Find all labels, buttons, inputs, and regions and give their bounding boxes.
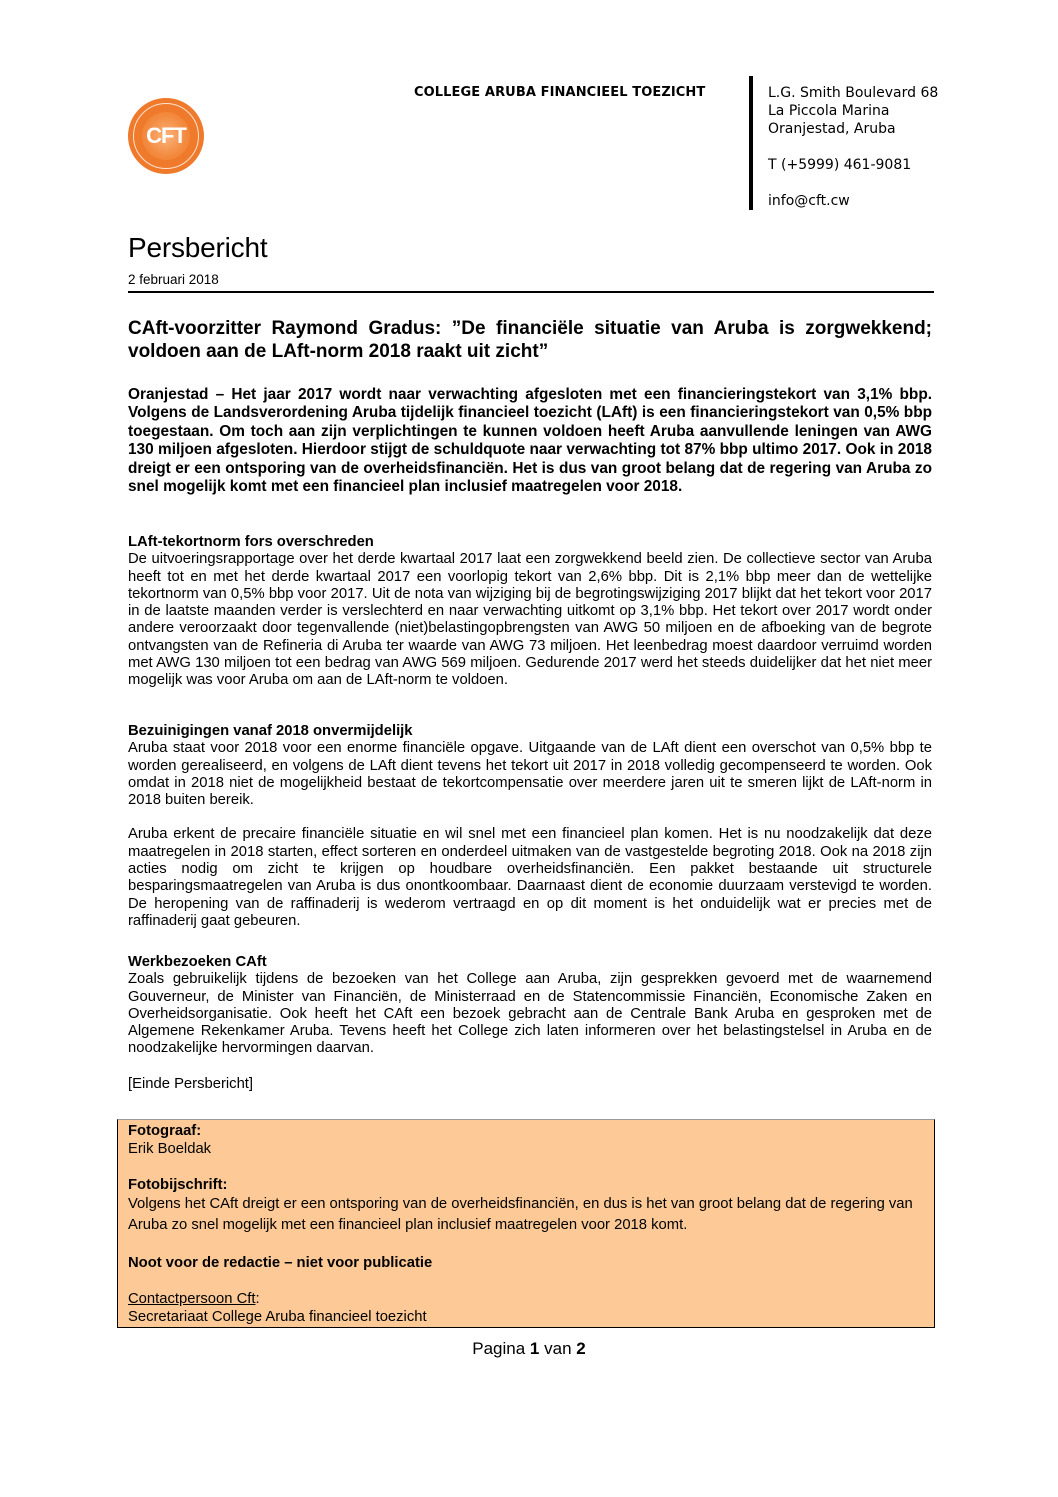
page-number — [0, 1339, 1058, 1359]
section-heading: Bezuinigingen vanaf 2018 onvermijdelijk — [128, 723, 413, 739]
page-separator: van — [544, 1339, 572, 1358]
document-type: Persbericht — [128, 232, 268, 263]
header-divider — [749, 76, 753, 210]
info-box — [117, 1119, 935, 1328]
lead-paragraph: Oranjestad – Het jaar 2017 wordt naar verwachting afgesloten met een financieringstekort van 3,1% bbp. Volgens de Landsverordening Aruba tijdelijk financieel toezicht (LAft) is een financieringstekort van 0,5% bbp toegestaan. Om toch aan zijn verplichtingen te kunnen voldoen heeft Aruba aanvullende leningen van AWG 130 miljoen afgesloten. Hierdoor stijgt de schuldquote naar verwachting tot 87% bbp ultimo 2017. Ook in 2018 dreigt er een ontsporing van de overheidsfinanciën. Het is dus van groot belang dat de regering van Aruba zo snel mogelijk komt met een financieel plan inclusief maatregelen voor 2018. — [128, 386, 932, 496]
organization-name: COLLEGE ARUBA FINANCIEEL TOEZICHT — [414, 85, 706, 100]
contact-label-row — [128, 1290, 924, 1308]
address-street: L.G. Smith Boulevard 68 — [768, 85, 939, 101]
section-paragraph: De uitvoeringsrapportage over het derde kwartaal 2017 laat een zorgwekkend beeld zien. De collectieve sector van Aruba heeft tot en met het derde kwartaal 2017 een voorlopig tekort van 2,6% bbp. Dit is 2,1% bbp meer dan de wettelijke tekortnorm van 0,5% bbp voor 2017. Uit de nota van wijziging bij de begrotingswijziging 2017 blijkt dat het tekort voor 2017 in de laatste maanden verder is verslechterd en naar verwachting uitkomt op 3,1% bbp. Het tekort over 2017 wordt onder andere veroorzaakt door tegenvallende (niet)belastingopbrengsten van AWG 50 miljoen en de afboeking van de begrote ontvangsten van de Refineria di Aruba ter waarde van AWG 73 miljoen. Het leenbedrag moest daardoor verruimd worden met AWG 130 miljoen tot een bedrag van AWG 569 miljoen. Gedurende 2017 werd het steeds duidelijker dat het niet meer mogelijk was voor Aruba om aan de LAft-norm te voldoen. — [128, 551, 932, 689]
cft-logo — [128, 98, 204, 174]
contact-label[interactable]: Contactpersoon Cft — [128, 1291, 256, 1307]
page-current: 1 — [529, 1339, 540, 1358]
address-area: La Piccola Marina — [768, 103, 890, 119]
section-laft-tekortnorm — [128, 534, 932, 690]
headline: CAft-voorzitter Raymond Gradus: ”De financiële situatie van Aruba is zorgwekkend; voldoen aan de LAft-norm 2018 raakt uit zicht” — [128, 318, 932, 362]
section-paragraph: Aruba staat voor 2018 voor een enorme financiële opgave. Uitgaande van de LAft dient een overschot van 0,5% bbp te worden gerealiseerd, en volgens de LAft dient tevens het tekort uit 2017 in 2018 volledig gecompenseerd te worden. Ook omdat in 2018 niet de mogelijkheid bestaat de tekortcompensatie over meerdere jaren uit te smeren lijkt de LAft-norm in 2018 buiten bereik. — [128, 740, 932, 809]
section-paragraph: Zoals gebruikelijk tijdens de bezoeken van het College aan Aruba, zijn gesprekken gevoerd met de waarnemend Gouverneur, de Minister van Financiën, de Ministerraad en de Statencommissie Financiën, Economische Zaken en Overheidsorganisatie. Ook heeft het CAft een bezoek gebracht aan de Centrale Bank Aruba en gesproken met de Algemene Rekenkamer Aruba. Tevens heeft het College zich laten informeren over het belastingstelsel in Aruba en de noodzakelijke hervormingen daarvan. — [128, 971, 932, 1057]
section-paragraph: Aruba erkent de precaire financiële situatie en wil snel met een financieel plan komen. Het is nu noodzakelijk dat deze maatregelen in 2018 starten, effect sorteren en onderdeel uitmaken van de vastgestelde begroting 2018. Ook na 2018 zijn acties nodig om zicht te krijgen op houdbare overheidsfinanciën. Een pakket bestaande uit structurele besparingsmaatregelen van Aruba is dus onontkoombaar. Daarnaast dient de economie duurzaam verstevigd te worden. De heropening van de raffinaderij is wederom vertraagd en op dit moment is het onduidelijk wat er precies met de raffinaderij gaat gebeuren. — [128, 826, 932, 929]
caption-label: Fotobijschrift: — [128, 1177, 228, 1193]
editor-note-heading: Noot voor de redactie – niet voor publicatie — [128, 1255, 433, 1271]
section-bezuinigingen — [128, 723, 932, 930]
contact-colon: : — [255, 1291, 260, 1307]
caption-text: Volgens het CAft dreigt er een ontsporing van de overheidsfinanciën, en dus is het van groot belang dat de regering van Aruba zo snel mogelijk met een financieel plan inclusief maatregelen voor 2018 komt. — [128, 1196, 913, 1233]
photographer-label: Fotograaf: — [128, 1123, 202, 1139]
section-heading: Werkbezoeken CAft — [128, 954, 267, 970]
address-city: Oranjestad, Aruba — [768, 121, 896, 137]
contact-name: Secretariaat College Aruba financieel toezicht — [128, 1309, 427, 1325]
section-werkbezoeken — [128, 954, 932, 1058]
logo-text: CFT — [146, 123, 186, 148]
document-date: 2 februari 2018 — [128, 272, 219, 287]
title-divider — [128, 291, 934, 293]
photographer-name: Erik Boeldak — [128, 1141, 212, 1157]
page-total: 2 — [576, 1339, 586, 1358]
address-phone: T (+5999) 461-9081 — [768, 157, 912, 173]
end-marker: [Einde Persbericht] — [128, 1076, 254, 1092]
address-email[interactable]: info@cft.cw — [768, 193, 850, 209]
address-block — [768, 84, 938, 210]
page-prefix: Pagina — [472, 1339, 526, 1358]
section-heading: LAft-tekortnorm fors overschreden — [128, 534, 374, 550]
